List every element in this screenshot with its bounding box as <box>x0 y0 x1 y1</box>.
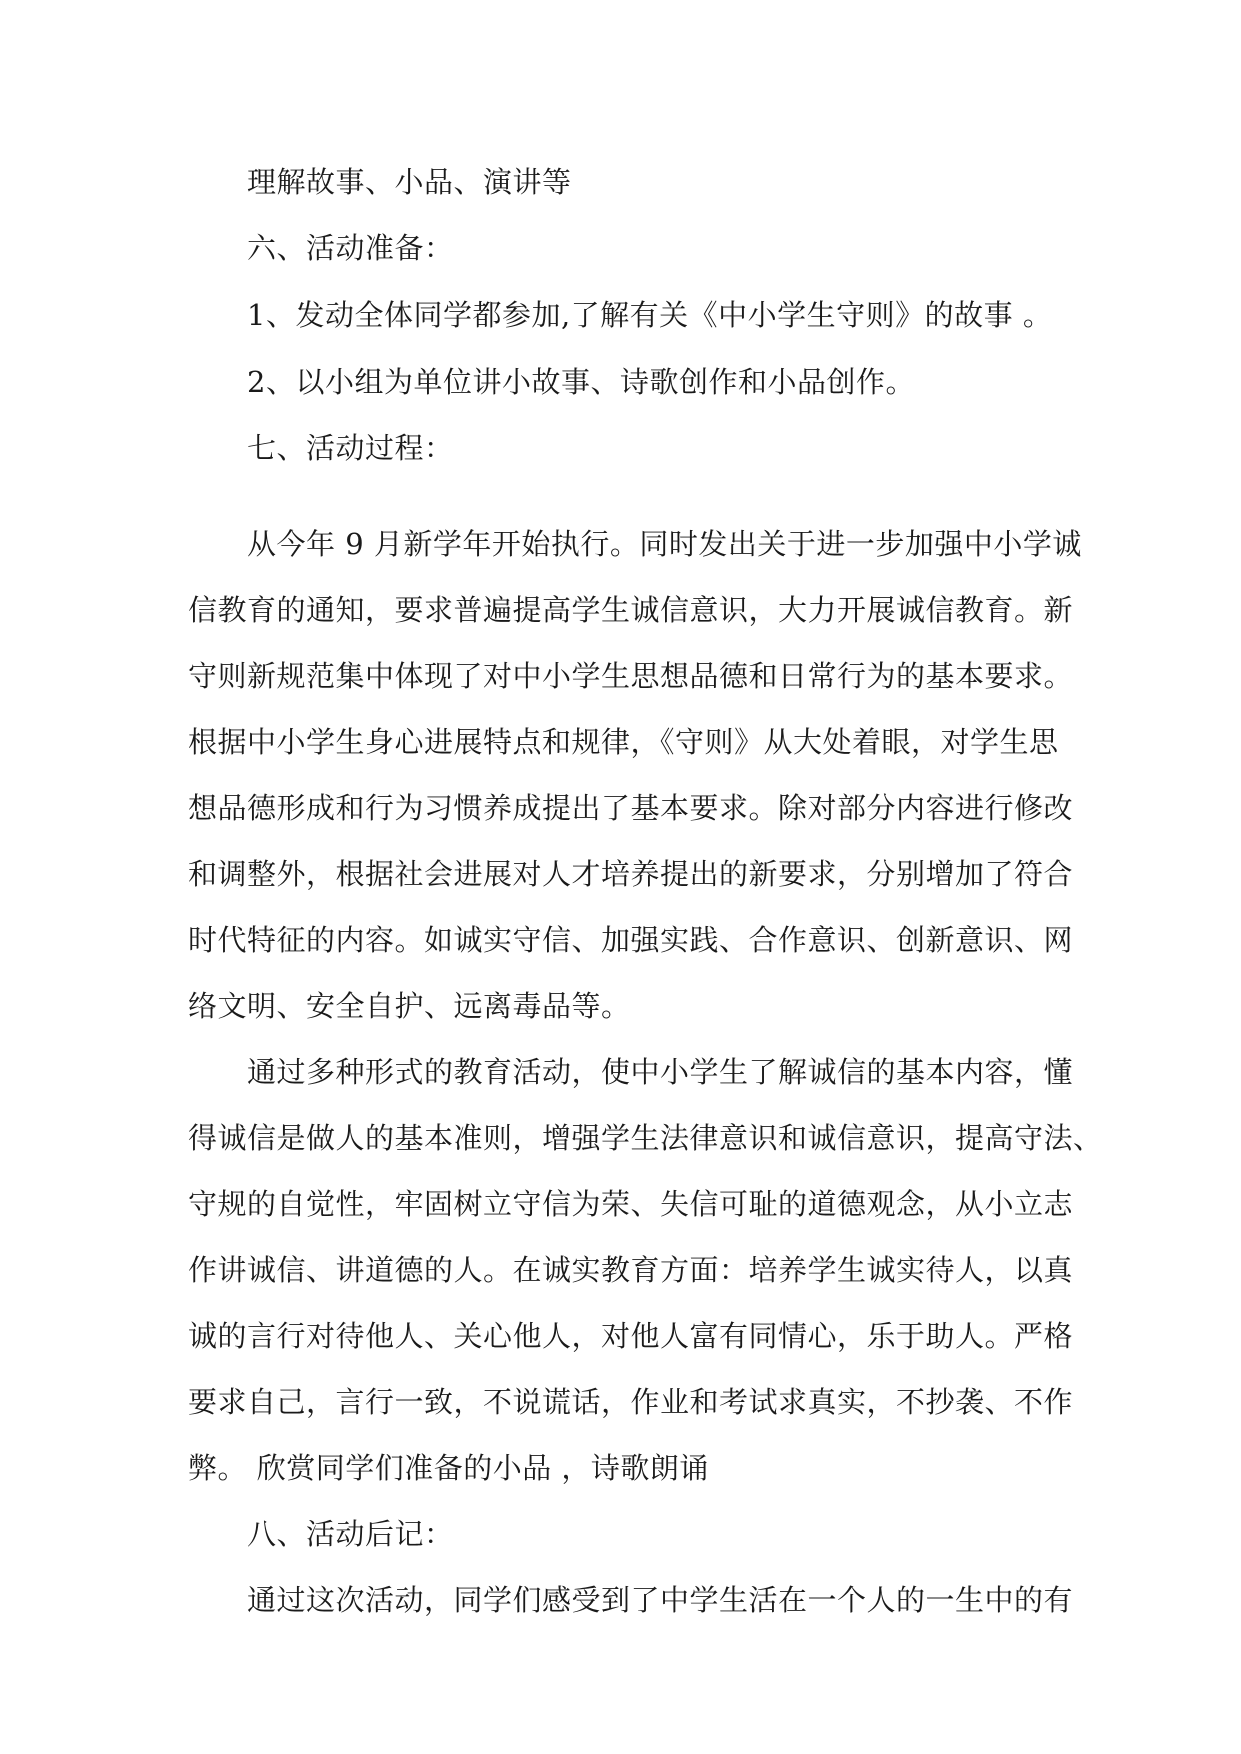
section-heading-process: 七、活动过程： <box>247 431 454 465</box>
paragraph-line: 守规的自觉性，牢固树立守信为荣、失信可耻的道德观念，从小立志 <box>188 1187 1074 1221</box>
paragraph-line: 要求自己，言行一致，不说谎话，作业和考试求真实，不抄袭、不作 <box>188 1385 1074 1419</box>
paragraph-line: 通过这次活动，同学们感受到了中学生活在一个人的一生中的有 <box>247 1583 1074 1617</box>
section-heading-afterword: 八、活动后记： <box>247 1517 454 1551</box>
paragraph-line: 作讲诚信、讲道德的人。在诚实教育方面：培养学生诚实待人，以真 <box>188 1253 1074 1287</box>
list-item-1: 1、发动全体同学都参加,了解有关《中小学生守则》的故事 。 <box>247 298 1053 332</box>
list-item-2: 2、以小组为单位讲小故事、诗歌创作和小品创作。 <box>247 365 915 399</box>
text-line-1: 理解故事、小品、演讲等 <box>247 165 572 199</box>
paragraph-line: 守则新规范集中体现了对中小学生思想品德和日常行为的基本要求。 <box>188 659 1074 693</box>
paragraph-line: 信教育的通知，要求普遍提高学生诚信意识，大力开展诚信教育。新 <box>188 593 1074 627</box>
paragraph-line: 从今年 9 月新学年开始执行。同时发出关于进一步加强中小学诚 <box>247 527 1082 561</box>
paragraph-line: 得诚信是做人的基本准则，增强学生法律意识和诚信意识，提高守法、 <box>188 1121 1103 1155</box>
paragraph-line: 弊。 欣赏同学们准备的小品 ，诗歌朗诵 <box>188 1451 709 1485</box>
paragraph-line: 络文明、安全自护、远离毒品等。 <box>188 989 631 1023</box>
paragraph-line: 和调整外，根据社会进展对人才培养提出的新要求，分别增加了符合 <box>188 857 1074 891</box>
paragraph-line: 通过多种形式的教育活动，使中小学生了解诚信的基本内容，懂 <box>247 1055 1074 1089</box>
paragraph-line: 根据中小学生身心进展特点和规律，《守则》从大处着眼，对学生思 <box>188 725 1059 759</box>
section-heading-preparation: 六、活动准备： <box>247 231 454 265</box>
paragraph-line: 想品德形成和行为习惯养成提出了基本要求。除对部分内容进行修改 <box>188 791 1074 825</box>
paragraph-line: 诚的言行对待他人、关心他人，对他人富有同情心，乐于助人。严格 <box>188 1319 1074 1353</box>
paragraph-line: 时代特征的内容。如诚实守信、加强实践、合作意识、创新意识、网 <box>188 923 1074 957</box>
